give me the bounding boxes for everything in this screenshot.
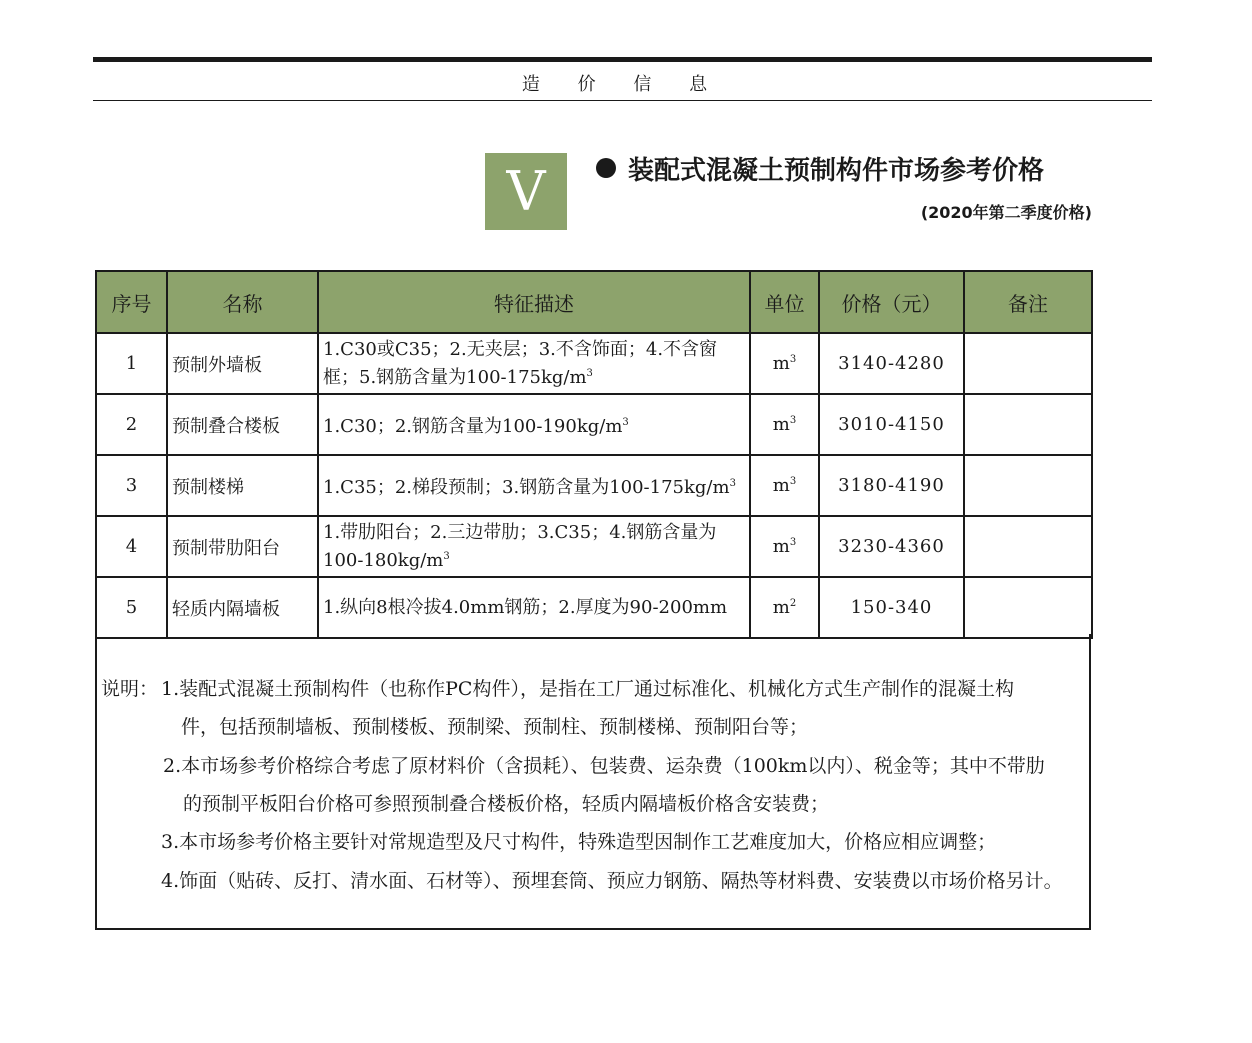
notes-label: 说明： (101, 678, 159, 700)
section-title-text: 装配式混凝土预制构件市场参考价格 (628, 156, 1045, 186)
cell-note (964, 394, 1092, 455)
section-title (596, 150, 1096, 187)
cell-name: 轻质内隔墙板 (167, 577, 318, 638)
cell-price: 3230-4360 (819, 516, 964, 577)
cell-price: 3140-4280 (819, 333, 964, 394)
notes-box (95, 634, 1091, 930)
cell-price: 150-340 (819, 577, 964, 638)
desc-line: 100-180kg/m (323, 549, 444, 571)
header-note: 备注 (964, 271, 1092, 333)
header-name: 名称 (167, 271, 318, 333)
cell-note (964, 516, 1092, 577)
note-line: 件，包括预制墙板、预制楼板、预制梁、预制柱、预制楼梯、预制阳台等； (181, 716, 809, 738)
cell-unit (750, 333, 819, 394)
desc-line: 1.C30；2.钢筋含量为100-190kg/m (323, 415, 623, 437)
cell-unit (750, 577, 819, 638)
note-line: 3.本市场参考价格主要针对常规造型及尺寸构件，特殊造型因制作工艺难度加大，价格应相应调整； (161, 831, 997, 853)
desc-superscript: 3 (586, 367, 593, 379)
page-header-title: 造 价 信 息 (521, 74, 724, 95)
note-line: 2.本市场参考价格综合考虑了原材料价（含损耗）、包装费、运杂费（100km以内）、税金等；其中不带肋 (163, 755, 1045, 777)
desc-superscript: 3 (729, 477, 736, 489)
cell-desc (318, 333, 750, 394)
cell-price: 3180-4190 (819, 455, 964, 516)
cell-seq: 3 (96, 455, 167, 516)
desc-line: 1.纵向8根冷拔4.0mm钢筋；2.厚度为90-200mm (323, 596, 728, 618)
cell-desc (318, 577, 750, 638)
header-bottom-rule (93, 100, 1152, 101)
table-row (96, 577, 1092, 638)
header-price: 价格（元） (819, 271, 964, 333)
unit-text: m (772, 414, 790, 435)
desc-line: 1.C35；2.梯段预制；3.钢筋含量为100-175kg/m (323, 476, 730, 498)
desc-line: 框；5.钢筋含量为100-175kg/m (323, 366, 587, 388)
cell-name: 预制楼梯 (167, 455, 318, 516)
cell-note (964, 577, 1092, 638)
unit-superscript: 3 (789, 476, 797, 487)
note-line: 的预制平板阳台价格可参照预制叠合楼板价格，轻质内隔墙板价格含安装费； (183, 793, 830, 815)
cell-seq: 1 (96, 333, 167, 394)
desc-line: 1.C30或C35；2.无夹层；3.不含饰面；4.不含窗 (323, 338, 718, 360)
unit-superscript: 3 (789, 415, 797, 426)
section-subtitle: (2020年第二季度价格) (920, 203, 1092, 222)
cell-price: 3010-4150 (819, 394, 964, 455)
note-line: 4.饰面（贴砖、反打、清水面、石材等）、预埋套筒、预应力钢筋、隔热等材料费、安装费以市场价格另计。 (161, 870, 1063, 892)
cell-note (964, 455, 1092, 516)
cell-unit (750, 455, 819, 516)
cell-desc (318, 455, 750, 516)
unit-text: m (772, 353, 790, 374)
cell-note (964, 333, 1092, 394)
cell-unit (750, 516, 819, 577)
note-line: 1.装配式混凝土预制构件（也称作PC构件），是指在工厂通过标准化、机械化方式生产制作的混凝土构 (161, 678, 1014, 700)
cell-name: 预制叠合楼板 (167, 394, 318, 455)
header-unit: 单位 (750, 271, 819, 333)
unit-text: m (772, 536, 790, 557)
price-table (95, 270, 1093, 639)
header-seq: 序号 (96, 271, 167, 333)
cell-name: 预制外墙板 (167, 333, 318, 394)
cell-seq: 5 (96, 577, 167, 638)
section-number-badge: V (485, 153, 567, 230)
cell-unit (750, 394, 819, 455)
desc-superscript: 3 (443, 550, 450, 562)
unit-superscript: 3 (789, 354, 797, 365)
table-row (96, 455, 1092, 516)
table-row (96, 394, 1092, 455)
unit-text: m (772, 597, 790, 618)
unit-superscript: 2 (789, 598, 797, 609)
cell-seq: 2 (96, 394, 167, 455)
unit-superscript: 3 (789, 537, 797, 548)
bullet-icon (596, 158, 616, 178)
unit-text: m (772, 475, 790, 496)
desc-line: 1.带肋阳台；2.三边带肋；3.C35；4.钢筋含量为 (323, 521, 717, 543)
table-header-row (96, 271, 1092, 333)
table-row (96, 333, 1092, 394)
cell-name: 预制带肋阳台 (167, 516, 318, 577)
header-desc: 特征描述 (318, 271, 750, 333)
table-row (96, 516, 1092, 577)
cell-desc (318, 394, 750, 455)
cell-seq: 4 (96, 516, 167, 577)
desc-superscript: 3 (622, 416, 629, 428)
cell-desc (318, 516, 750, 577)
header-top-rule (93, 57, 1152, 62)
